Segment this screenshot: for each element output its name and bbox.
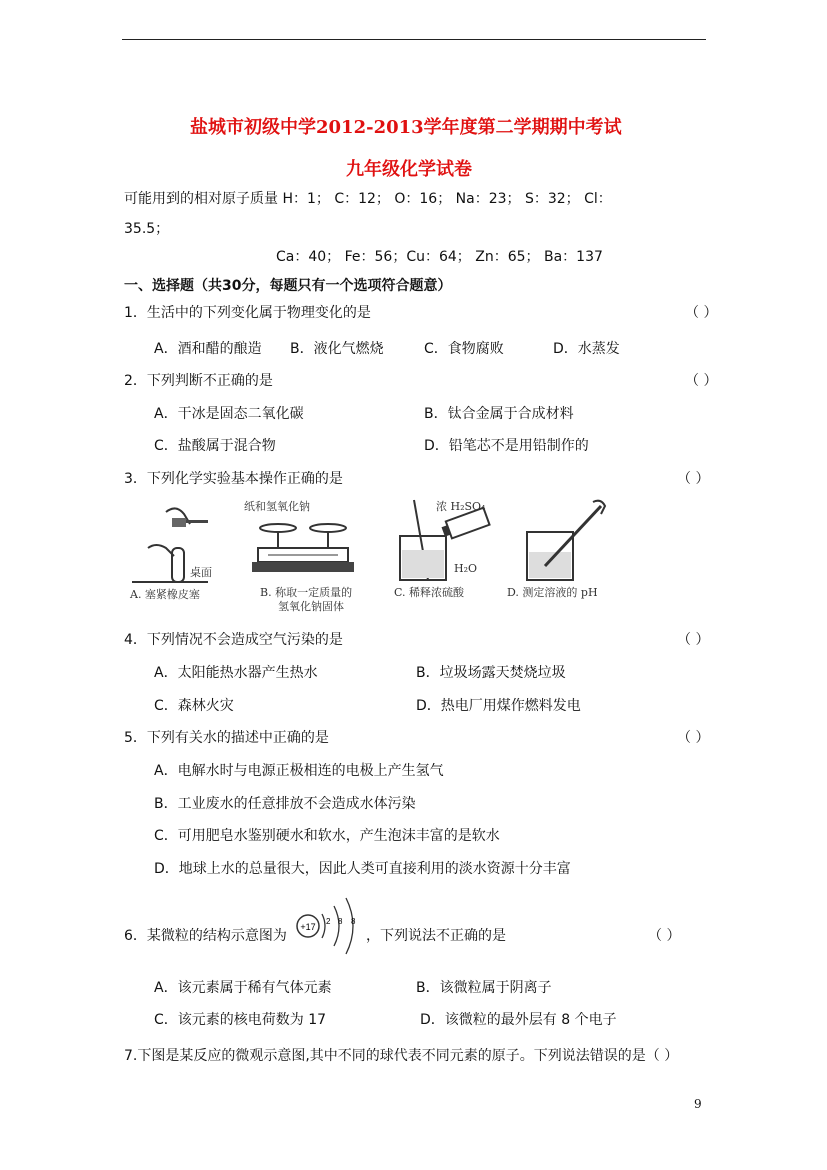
q3-figure-d [505, 496, 620, 606]
q3-answer-blank: （ ） [677, 471, 710, 487]
balance-illustration [238, 510, 368, 582]
atomic-mass-line-1: 可能用到的相对原子质量 H：1； C：12； O：16； Na：23； S：32； Cl： [124, 191, 612, 207]
q6-option-d: D．该微粒的最外层有 8 个电子 [420, 1012, 617, 1028]
q3-figure-b [238, 496, 368, 616]
q5-option-c: C．可用肥皂水鉴别硬水和软水，产生泡沫丰富的是软水 [154, 828, 500, 844]
q4-option-b: B．垃圾场露天焚烧垃圾 [416, 665, 566, 681]
q6-shell-1-count: 2 [326, 917, 331, 926]
q5-option-a: A．电解水时与电源正极相连的电极上产生氢气 [154, 763, 444, 779]
q6-stem-post: ，下列说法不正确的是 [366, 928, 506, 944]
atom-shell-illustration [292, 890, 372, 960]
q6-option-b: B．该微粒属于阴离子 [416, 980, 552, 996]
q2-option-b: B．钛合金属于合成材料 [424, 406, 574, 422]
q3-fig-a-caption: A. 塞紧橡皮塞 [130, 588, 200, 601]
q6-atom-structure-diagram [292, 890, 372, 960]
q3-figure-a [128, 500, 238, 610]
q4-option-a: A．太阳能热水器产生热水 [154, 665, 318, 681]
q2-option-a: A．干冰是固态二氧化碳 [154, 406, 304, 422]
q6-shell-3-count: 8 [351, 917, 356, 926]
q3-figure-c [388, 496, 498, 606]
q3-fig-c-water-label: H₂O [454, 562, 478, 575]
q5-stem: 5．下列有关水的描述中正确的是 [124, 730, 329, 746]
q7-stem: 7.下图是某反应的微观示意图,其中不同的球代表不同元素的原子。下列说法错误的是（ ） [124, 1048, 679, 1064]
q3-fig-c-acid-label: 浓 H₂SO₄ [436, 500, 486, 513]
ph-test-illustration [505, 496, 620, 586]
q3-fig-b-top-label: 纸和氢氧化钠 [244, 500, 310, 513]
q2-option-c: C．盐酸属于混合物 [154, 438, 276, 454]
q6-option-c: C．该元素的核电荷数为 17 [154, 1012, 327, 1028]
section-heading: 一、选择题（共30分，每题只有一个选项符合题意） [124, 278, 452, 294]
stopper-test-tube-illustration [128, 500, 238, 590]
page-number: 9 [694, 1097, 702, 1111]
exam-title: 盐城市初级中学2012-2013学年度第二学期期中考试 [190, 117, 622, 138]
q3-fig-c-caption: C. 稀释浓硫酸 [394, 586, 465, 599]
q3-stem: 3．下列化学实验基本操作正确的是 [124, 471, 343, 487]
q4-option-d: D．热电厂用煤作燃料发电 [416, 698, 581, 714]
q1-stem: 1．生活中的下列变化属于物理变化的是 [124, 305, 371, 321]
q1-option-c: C．食物腐败 [424, 341, 504, 357]
q1-option-a: A．酒和醋的酿造 [154, 341, 262, 357]
q2-option-d: D．铅笔芯不是用铅制作的 [424, 438, 589, 454]
q5-option-b: B．工业废水的任意排放不会造成水体污染 [154, 796, 416, 812]
q4-answer-blank: （ ） [677, 632, 710, 648]
q5-option-d: D．地球上水的总量很大，因此人类可直接利用的淡水资源十分丰富 [154, 861, 571, 877]
q6-option-a: A．该元素属于稀有气体元素 [154, 980, 332, 996]
q3-fig-d-caption: D. 测定溶液的 pH [507, 586, 598, 599]
q3-fig-b-caption-2: 氢氧化钠固体 [278, 600, 344, 613]
q3-fig-a-desk-label: 桌面 [190, 566, 212, 579]
q1-answer-blank: （ ） [685, 305, 718, 321]
q6-stem-pre: 6．某微粒的结构示意图为 [124, 928, 287, 944]
q2-stem: 2．下列判断不正确的是 [124, 373, 273, 389]
q6-shell-2-count: 8 [338, 917, 343, 926]
exam-subtitle: 九年级化学试卷 [346, 159, 472, 180]
q3-fig-b-caption-1: B. 称取一定质量的 [260, 586, 353, 599]
q5-answer-blank: （ ） [677, 730, 710, 746]
q1-option-b: B．液化气燃烧 [290, 341, 384, 357]
atomic-mass-line-2: 35.5； [124, 221, 170, 237]
q1-option-d: D．水蒸发 [553, 341, 620, 357]
q4-option-c: C．森林火灾 [154, 698, 234, 714]
q4-stem: 4．下列情况不会造成空气污染的是 [124, 632, 343, 648]
header-rule [122, 39, 706, 40]
q2-answer-blank: （ ） [685, 373, 718, 389]
atomic-mass-line-3: Ca：40； Fe：56；Cu：64； Zn：65； Ba：137 [276, 249, 603, 265]
q6-nucleus-label: +17 [300, 922, 316, 932]
q6-answer-blank: （ ） [648, 928, 681, 944]
